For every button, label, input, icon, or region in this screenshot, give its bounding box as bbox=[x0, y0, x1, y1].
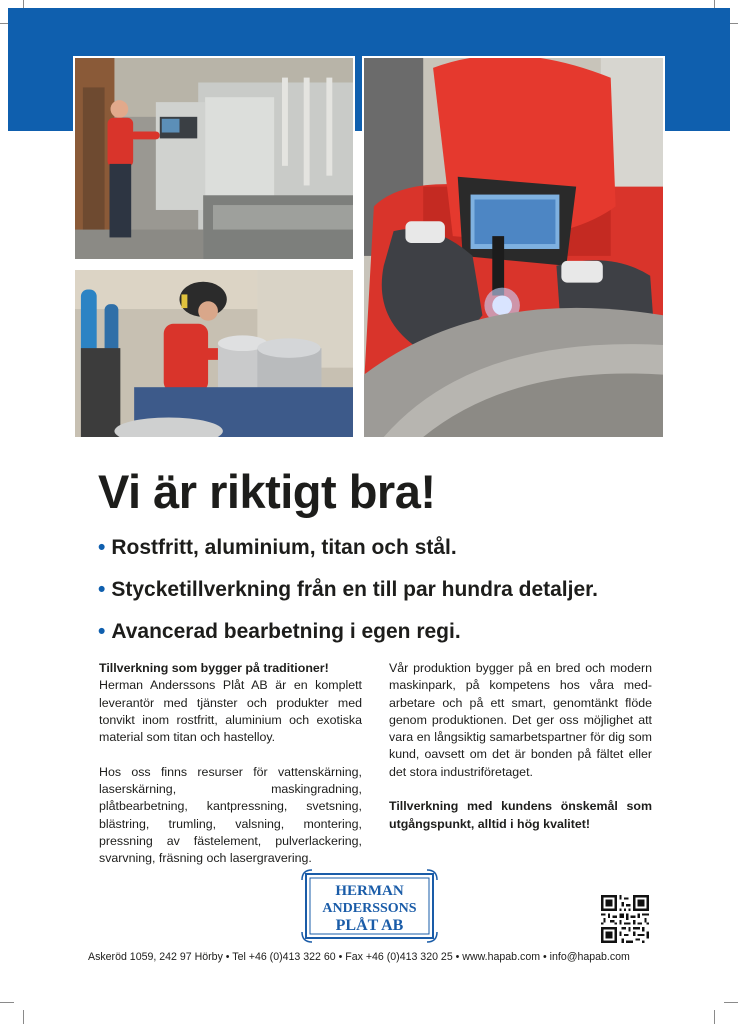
intro-heading: Tillverkning som bygger på traditioner! bbox=[99, 661, 329, 675]
sheetmetal-worker-photo bbox=[73, 268, 355, 439]
bullet-text: Stycketillverkning från en till par hundra detaljer. bbox=[111, 578, 598, 601]
bullet-dot: • bbox=[98, 620, 106, 643]
headline: Vi är riktigt bra! bbox=[98, 465, 436, 518]
bullet-item bbox=[98, 614, 598, 656]
crop-mark bbox=[23, 1010, 24, 1024]
logo-line-2: ANDERSSONS bbox=[322, 901, 417, 916]
left-text-column bbox=[99, 660, 362, 885]
bullet-item bbox=[98, 572, 598, 614]
intro-text: Herman Anderssons Plåt AB är en komplett leverantör med tjänster och produkter med tonvikt inom rostfritt, aluminium och exotiska material som titan och hastelloy. bbox=[99, 678, 362, 745]
company-logo bbox=[300, 868, 439, 944]
crop-mark bbox=[0, 1002, 14, 1003]
resources-paragraph: Hos oss finns resurser för vattenskärning, laserskärning, maskingradning, plåtbearbetning, kantpressning, svetsning, blästring, trumling, valsning, montering, pressning av fästelement, pulverlackering, svarvning, fräsning och lasergravering. bbox=[99, 764, 362, 866]
bullet-text: Rostfritt, aluminium, titan och stål. bbox=[111, 536, 457, 559]
bullet-dot: • bbox=[98, 578, 106, 601]
bullet-text: Avancerad bearbetning i egen regi. bbox=[111, 620, 461, 643]
welding-photo bbox=[362, 56, 665, 439]
qr-code-icon[interactable] bbox=[601, 895, 649, 943]
right-text-column bbox=[389, 660, 652, 850]
production-paragraph: Vår produktion bygger på en bred och modern maskinpark, på kompetens hos våra medarbetare och på ett smart, genomtänkt flöde genom produktionen. Det ger oss möjlighet att vara en långsiktig samarbetspartner för dig som kund, oavsett om det är bonden på fältet eller det stora industriföretaget. bbox=[389, 661, 652, 779]
crop-mark bbox=[724, 1002, 738, 1003]
closing-statement: Tillverkning med kundens önskemål som utgångspunkt, alltid i hög kvalitet! bbox=[389, 799, 652, 831]
contact-footer: Askeröd 1059, 242 97 Hörby • Tel +46 (0)413 322 60 • Fax +46 (0)413 320 25 • www.hapab.com • info@hapab.com bbox=[88, 951, 630, 963]
intro-paragraph bbox=[99, 660, 362, 746]
logo-line-3: PLÅT AB bbox=[335, 917, 404, 934]
bullet-list bbox=[98, 530, 598, 656]
waterjet-machine-photo bbox=[73, 56, 355, 261]
bullet-dot: • bbox=[98, 536, 106, 559]
bullet-item bbox=[98, 530, 598, 572]
logo-line-1: HERMAN bbox=[335, 883, 404, 899]
crop-mark bbox=[714, 1010, 715, 1024]
